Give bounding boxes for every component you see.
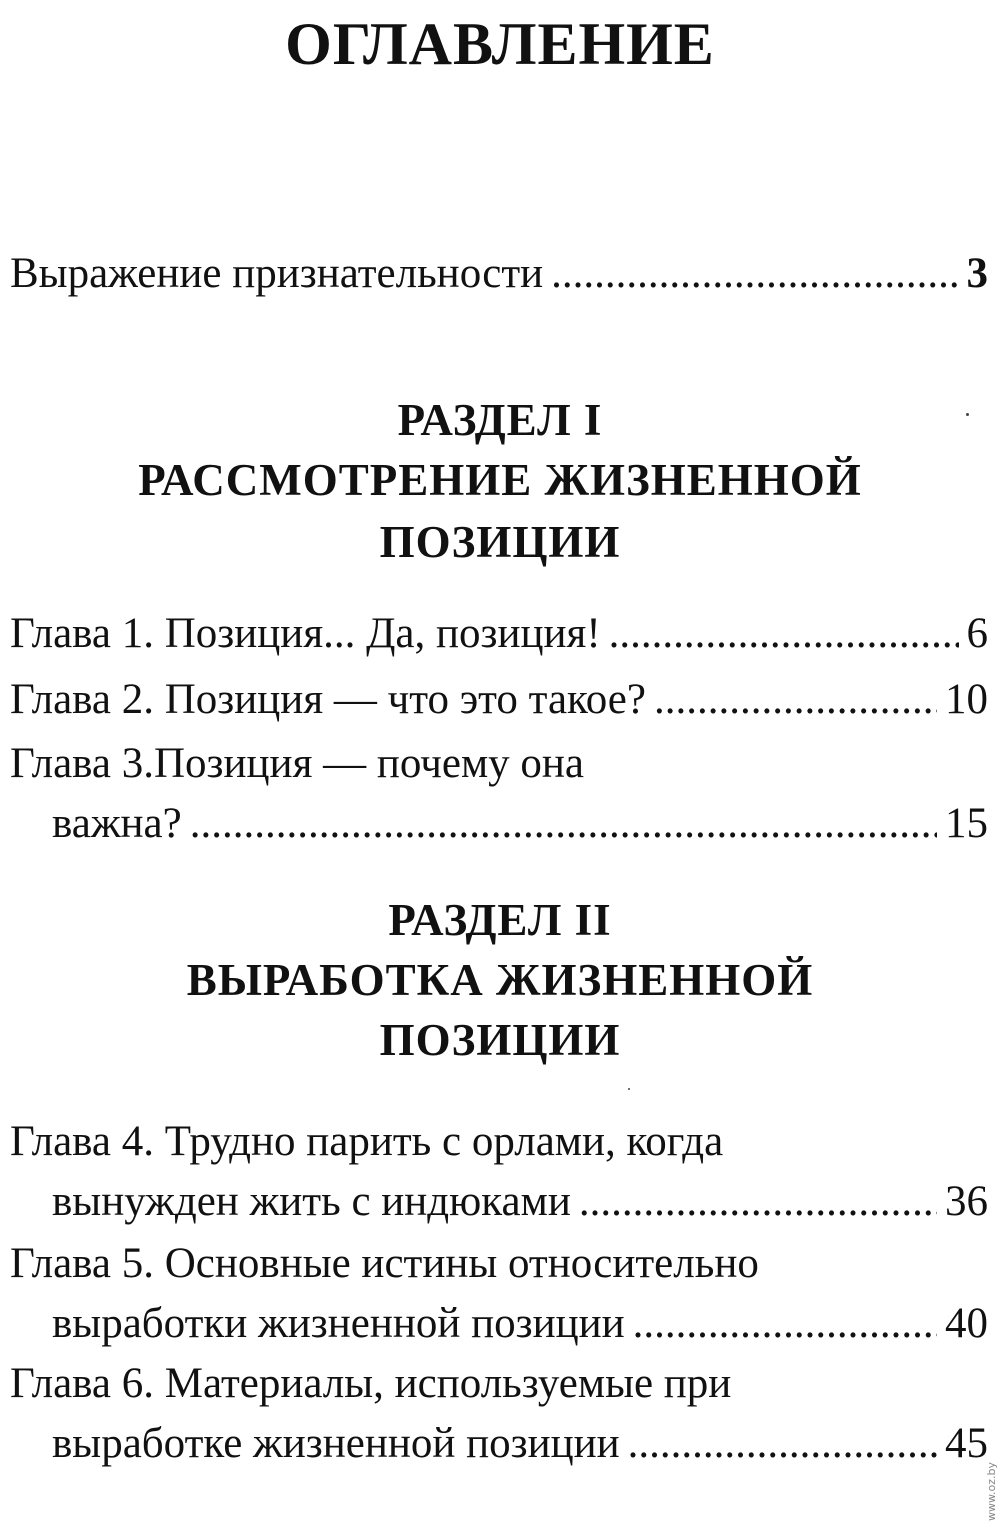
entry-text-continuation: вынужден жить с индюками [52,1178,571,1225]
scan-speck [628,1088,630,1090]
entry-text: Глава 4. Трудно парить с орлами, когда [10,1118,724,1165]
page-number: 10 [945,676,988,723]
page-number: 36 [945,1178,988,1225]
toc-entry-chapter-5 [10,1234,988,1354]
section-title-line: ПОЗИЦИИ [379,1015,621,1065]
entry-text-continuation: выработке жизненной позиции [52,1420,620,1467]
entry-text: Глава 5. Основные истины относительно [10,1240,759,1287]
page-number: 45 [945,1420,988,1467]
dot-leader [654,670,937,730]
page-number: 15 [945,800,988,847]
section-title-line: ВЫРАБОТКА ЖИЗНЕННОЙ [186,955,814,1005]
dot-leader [609,604,959,664]
toc-entry-chapter-2 [10,670,988,730]
entry-text: Глава 3.Позиция — почему она [10,740,585,787]
toc-entry-acknowledgements [10,244,988,304]
toc-entry-chapter-6 [10,1354,988,1474]
section-title-line: РАССМОТРЕНИЕ ЖИЗНЕННОЙ [138,455,862,505]
scan-speck [966,413,969,416]
entry-text: Глава 1. Позиция... Да, позиция! [10,610,601,657]
toc-entry-chapter-4 [10,1112,988,1232]
toc-entry-chapter-1 [10,604,988,664]
section-label: РАЗДЕЛ I [397,395,603,445]
entry-text-continuation: выработки жизненной позиции [52,1300,625,1347]
dot-leader [579,1172,937,1232]
entry-text: Глава 2. Позиция — что это такое? [10,676,646,723]
dot-leader [633,1294,937,1354]
page-title: ОГЛАВЛЕНИЕ [285,11,715,77]
section-label: РАЗДЕЛ II [388,895,612,945]
page-number: 3 [966,250,988,297]
entry-text-continuation: важна? [52,800,182,847]
dot-leader [190,794,937,854]
entry-text: Глава 6. Материалы, используемые при [10,1360,732,1407]
page-number: 40 [945,1300,988,1347]
watermark-text: www.oz.by [985,1462,998,1521]
entry-text: Выражение признательности [10,250,544,297]
dot-leader [551,244,958,304]
dot-leader [628,1414,937,1474]
page-number: 6 [966,610,988,657]
toc-entry-chapter-3 [10,734,988,854]
section-title-line: ПОЗИЦИИ [379,517,621,567]
